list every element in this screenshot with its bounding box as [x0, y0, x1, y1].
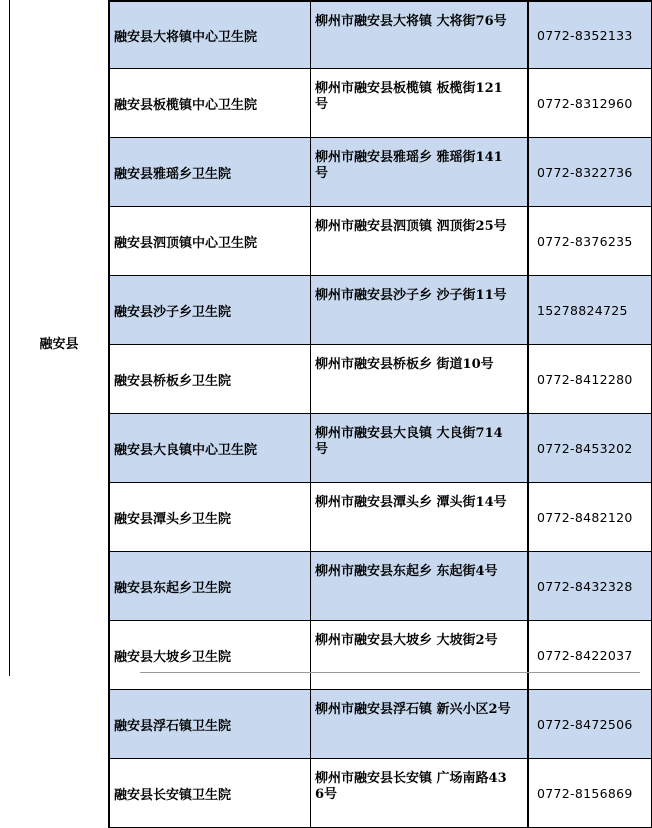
- clinic-address-text: 柳州市融安县长安镇 广场南路436号: [315, 771, 507, 802]
- clinic-address-cell[interactable]: [311, 138, 529, 207]
- bottom-rule: [140, 672, 640, 673]
- clinic-name-cell[interactable]: 融安县大将镇中心卫生院: [109, 1, 311, 69]
- clinic-phone-cell[interactable]: 0772-8422037: [528, 621, 652, 690]
- clinic-address-text: 柳州市融安县板榄镇 板榄街121号: [315, 81, 503, 112]
- clinic-phone-cell[interactable]: 0772-8412280: [528, 345, 652, 414]
- table-row: [109, 759, 652, 828]
- clinic-phone-cell[interactable]: 0772-8472506: [528, 690, 652, 759]
- clinic-phone-cell[interactable]: 0772-8312960: [528, 69, 652, 138]
- clinic-address-text: 柳州市融安县沙子乡 沙子街11号: [315, 288, 507, 303]
- county-cell[interactable]: [10, 0, 110, 676]
- clinic-address-cell[interactable]: [311, 759, 529, 828]
- clinic-phone-cell[interactable]: 15278824725: [528, 276, 652, 345]
- clinic-address-text: 柳州市融安县大坡乡 大坡街2号: [315, 633, 498, 648]
- clinic-address-cell[interactable]: [311, 621, 529, 690]
- table-row: [109, 69, 652, 138]
- county-label: 融安县: [39, 337, 79, 352]
- clinic-phone-cell[interactable]: 0772-8156869: [528, 759, 652, 828]
- clinic-address-text: 柳州市融安县大良镇 大良街714号: [315, 426, 503, 457]
- clinic-address-cell[interactable]: [311, 483, 529, 552]
- table-row: [109, 621, 652, 690]
- clinic-name-cell[interactable]: 融安县大良镇中心卫生院: [109, 414, 311, 483]
- table-row: [109, 552, 652, 621]
- clinic-phone-cell[interactable]: 0772-8322736: [528, 138, 652, 207]
- clinic-name-cell[interactable]: 融安县板榄镇中心卫生院: [109, 69, 311, 138]
- clinic-name-cell[interactable]: 融安县长安镇卫生院: [109, 759, 311, 828]
- clinic-name-cell[interactable]: 融安县浮石镇卫生院: [109, 690, 311, 759]
- table-row: [109, 207, 652, 276]
- clinic-phone-cell[interactable]: 0772-8352133: [528, 1, 652, 69]
- clinic-address-cell[interactable]: [311, 207, 529, 276]
- clinic-phone-cell[interactable]: 0772-8376235: [528, 207, 652, 276]
- clinic-address-cell[interactable]: [311, 690, 529, 759]
- clinic-name-cell[interactable]: 融安县大坡乡卫生院: [109, 621, 311, 690]
- table-row: [109, 138, 652, 207]
- clinic-address-text: 柳州市融安县浮石镇 新兴小区2号: [315, 702, 511, 717]
- left-margin-column: [0, 0, 10, 676]
- clinic-address-text: 柳州市融安县潭头乡 潭头街14号: [315, 495, 507, 510]
- clinic-address-cell[interactable]: [311, 1, 529, 69]
- clinic-phone-cell[interactable]: 0772-8432328: [528, 552, 652, 621]
- clinic-address-text: 柳州市融安县泗顶镇 泗顶街25号: [315, 219, 507, 234]
- clinic-name-cell[interactable]: 融安县雅瑶乡卫生院: [109, 138, 311, 207]
- clinic-address-cell[interactable]: [311, 276, 529, 345]
- clinic-phone-cell[interactable]: 0772-8453202: [528, 414, 652, 483]
- table-row: [109, 1, 652, 69]
- table-row: [109, 276, 652, 345]
- table-row: [109, 690, 652, 759]
- clinic-address-text: 柳州市融安县桥板乡 街道10号: [315, 357, 494, 372]
- clinic-address-text: 柳州市融安县东起乡 东起街4号: [315, 564, 498, 579]
- clinic-address-text: 柳州市融安县雅瑶乡 雅瑶街141号: [315, 150, 503, 181]
- clinic-phone-cell[interactable]: 0772-8482120: [528, 483, 652, 552]
- clinic-address-cell[interactable]: [311, 414, 529, 483]
- clinic-name-cell[interactable]: 融安县桥板乡卫生院: [109, 345, 311, 414]
- table-row: [109, 345, 652, 414]
- clinic-name-cell[interactable]: 融安县泗顶镇中心卫生院: [109, 207, 311, 276]
- clinic-name-cell[interactable]: 融安县潭头乡卫生院: [109, 483, 311, 552]
- clinic-table: [108, 0, 652, 828]
- clinic-address-text: 柳州市融安县大将镇 大将街76号: [315, 14, 507, 29]
- clinic-address-cell[interactable]: [311, 552, 529, 621]
- clinic-name-cell[interactable]: 融安县沙子乡卫生院: [109, 276, 311, 345]
- table-row: [109, 414, 652, 483]
- clinic-address-cell[interactable]: [311, 69, 529, 138]
- clinic-name-cell[interactable]: 融安县东起乡卫生院: [109, 552, 311, 621]
- clinic-address-cell[interactable]: [311, 345, 529, 414]
- table-row: [109, 483, 652, 552]
